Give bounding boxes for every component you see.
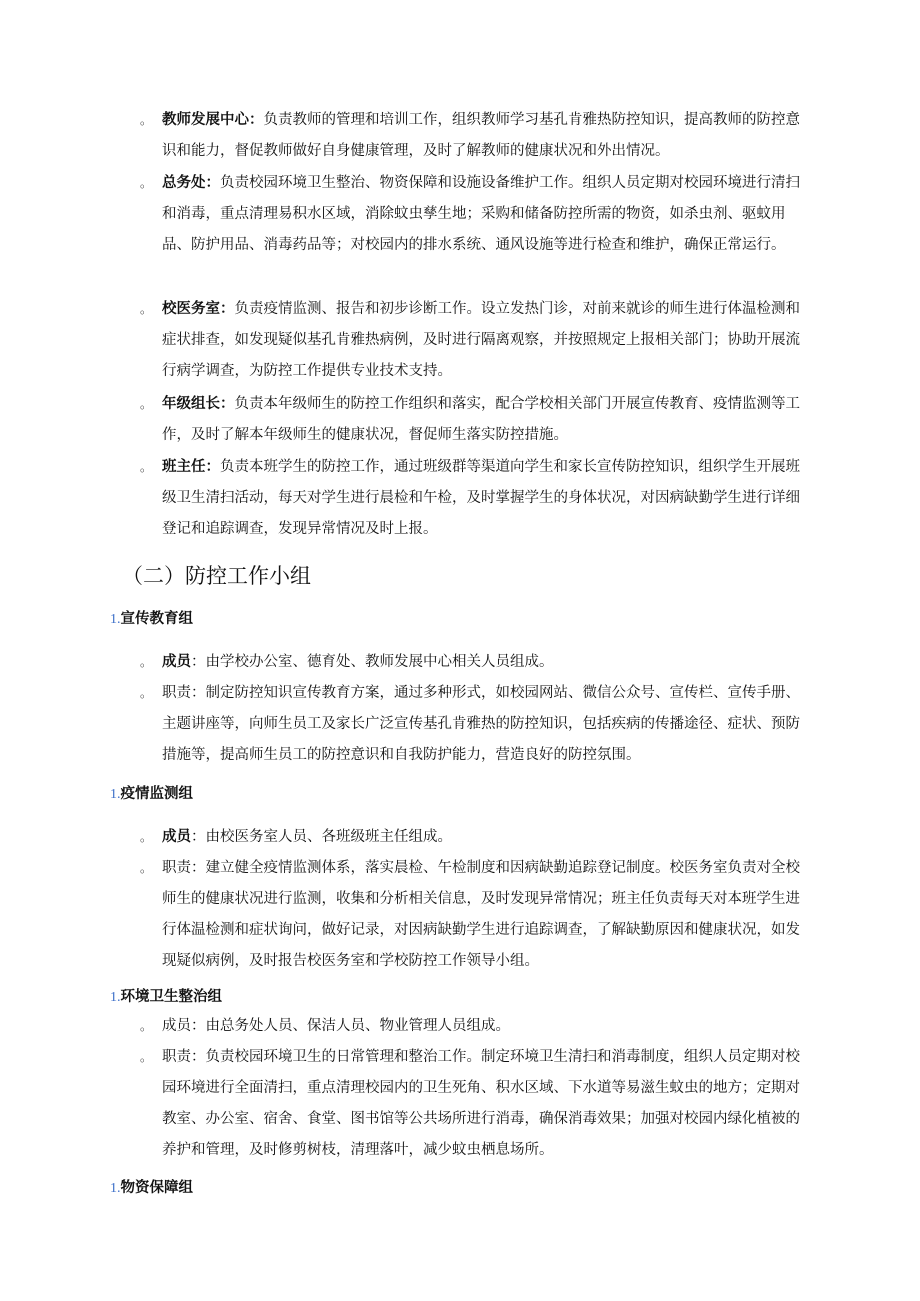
bullet-marker: 。 bbox=[140, 686, 153, 700]
role-item-head-teacher: 。 班主任：负责本班学生的防控工作，通过班级群等渠道向学生和家长宣传防控知识，组织学生开展班级卫生清扫活动，每天对学生进行晨检和午检，及时掌握学生的身体状况，对因病缺勤学生进行详细登记和追踪调查，发现异常情况及时上报。 bbox=[140, 452, 810, 545]
group-name: 疫情监测组 bbox=[120, 786, 193, 802]
members-label: 成员 bbox=[162, 1018, 191, 1034]
bullet-marker: 。 bbox=[140, 830, 153, 844]
group-number: 1. bbox=[110, 990, 121, 1005]
bullet-marker: 。 bbox=[140, 397, 153, 411]
role-title: 教师发展中心 bbox=[162, 112, 249, 128]
members-label: 成员 bbox=[162, 654, 191, 670]
group-duty-environment: 。 职责：负责校园环境卫生的日常管理和整治工作。制定环境卫生清扫和消毒制度，组织人员定期对校园环境进行全面清扫，重点清理校园内的卫生死角、积水区域、下水道等易滋生蚊虫的地方；定期对教室、办公室、宿舍、食堂、图书馆等公共场所进行消毒，确保消毒效果；加强对校园内绿化植被的养护和管理，及时修剪树枝，清理落叶，减少蚊虫栖息场所。 bbox=[140, 1042, 810, 1166]
bullet-marker: 。 bbox=[140, 113, 153, 127]
role-text: 负责校园环境卫生整治、物资保障和设施设备维护工作。组织人员定期对校园环境进行清扫和消毒，重点清理易积水区域，消除蚊虫孳生地；采购和储备防控所需的物资，如杀虫剂、驱蚊用品、防护用品、消毒药品等；对校园内的排水系统、通风设施等进行检查和维护，确保正常运行。 bbox=[162, 175, 800, 253]
role-text: 负责本年级师生的防控工作组织和落实，配合学校相关部门开展宣传教育、疫情监测等工作，及时了解本年级师生的健康状况，督促师生落实防控措施。 bbox=[162, 396, 800, 443]
duty-label: 职责 bbox=[162, 1049, 191, 1065]
group-heading-environment bbox=[110, 985, 222, 1006]
group-heading-supplies bbox=[110, 1176, 193, 1197]
bullet-marker: 。 bbox=[140, 302, 153, 316]
role-text: 负责本班学生的防控工作，通过班级群等渠道向学生和家长宣传防控知识，组织学生开展班级卫生清扫活动，每天对学生进行晨检和午检，及时掌握学生的身体状况，对因病缺勤学生进行详细登记和追踪调查，发现异常情况及时上报。 bbox=[162, 459, 800, 537]
role-title: 年级组长 bbox=[162, 396, 220, 412]
role-item-teacher-center: 。 教师发展中心：负责教师的管理和培训工作，组织教师学习基孔肯雅热防控知识，提高教师的防控意识和能力，督促教师做好自身健康管理，及时了解教师的健康状况和外出情况。 bbox=[140, 105, 810, 167]
bullet-marker: 。 bbox=[140, 1050, 153, 1064]
role-text: 负责疫情监测、报告和初步诊断工作。设立发热门诊，对前来就诊的师生进行体温检测和症状排查，如发现疑似基孔肯雅热病例，及时进行隔离观察，并按照规定上报相关部门；协助开展流行病学调查，为防控工作提供专业技术支持。 bbox=[162, 301, 800, 379]
role-item-clinic: 。 校医务室：负责疫情监测、报告和初步诊断工作。设立发热门诊，对前来就诊的师生进行体温检测和症状排查，如发现疑似基孔肯雅热病例，及时进行隔离观察，并按照规定上报相关部门；协助开展流行病学调查，为防控工作提供专业技术支持。 bbox=[140, 294, 810, 387]
role-title: 总务处 bbox=[162, 175, 206, 191]
group-name: 物资保障组 bbox=[120, 1180, 193, 1196]
group-duty-monitoring: 。 职责：建立健全疫情监测体系，落实晨检、午检制度和因病缺勤追踪登记制度。校医务室负责对全校师生的健康状况进行监测，收集和分析相关信息，及时发现异常情况；班主任负责每天对本班学生进行体温检测和症状询问，做好记录，对因病缺勤学生进行追踪调查，了解缺勤原因和健康状况，如发现疑似病例，及时报告校医务室和学校防控工作领导小组。 bbox=[140, 853, 810, 977]
group-heading-publicity bbox=[110, 607, 193, 628]
section-heading: （二）防控工作小组 bbox=[122, 564, 311, 588]
bullet-marker: 。 bbox=[140, 655, 153, 669]
members-label: 成员 bbox=[162, 829, 191, 845]
group-name: 环境卫生整治组 bbox=[120, 989, 222, 1005]
group-duty-publicity: 。 职责：制定防控知识宣传教育方案，通过多种形式，如校园网站、微信公众号、宣传栏、宣传手册、主题讲座等，向师生员工及家长广泛宣传基孔肯雅热的防控知识，包括疾病的传播途径、症状、预防措施等，提高师生员工的防控意识和自我防护能力，营造良好的防控氛围。 bbox=[140, 678, 810, 771]
duty-label: 职责 bbox=[162, 860, 191, 876]
group-members-publicity: 。 成员：由学校办公室、德育处、教师发展中心相关人员组成。 bbox=[140, 647, 810, 678]
group-name: 宣传教育组 bbox=[120, 611, 193, 627]
group-members-environment: 。 成员：由总务处人员、保洁人员、物业管理人员组成。 bbox=[140, 1011, 810, 1042]
group-number: 1. bbox=[110, 612, 121, 627]
role-title: 班主任 bbox=[162, 459, 206, 475]
bullet-marker: 。 bbox=[140, 861, 153, 875]
role-item-grade-leader: 。 年级组长：负责本年级师生的防控工作组织和落实，配合学校相关部门开展宣传教育、疫情监测等工作，及时了解本年级师生的健康状况，督促师生落实防控措施。 bbox=[140, 389, 810, 451]
bullet-marker: 。 bbox=[140, 1019, 153, 1033]
bullet-marker: 。 bbox=[140, 460, 153, 474]
group-heading-monitoring bbox=[110, 782, 193, 803]
role-text: 负责教师的管理和培训工作，组织教师学习基孔肯雅热防控知识，提高教师的防控意识和能力，督促教师做好自身健康管理，及时了解教师的健康状况和外出情况。 bbox=[162, 112, 800, 159]
role-title: 校医务室 bbox=[162, 301, 220, 317]
group-number: 1. bbox=[110, 787, 121, 802]
role-item-general-affairs: 。 总务处：负责校园环境卫生整治、物资保障和设施设备维护工作。组织人员定期对校园环境进行清扫和消毒，重点清理易积水区域，消除蚊虫孳生地；采购和储备防控所需的物资，如杀虫剂、驱蚊用品、防护用品、消毒药品等；对校园内的排水系统、通风设施等进行检查和维护，确保正常运行。 bbox=[140, 168, 810, 261]
group-members-monitoring: 。 成员：由校医务室人员、各班级班主任组成。 bbox=[140, 822, 810, 853]
bullet-marker: 。 bbox=[140, 176, 153, 190]
group-number: 1. bbox=[110, 1181, 121, 1196]
duty-label: 职责 bbox=[162, 685, 191, 701]
